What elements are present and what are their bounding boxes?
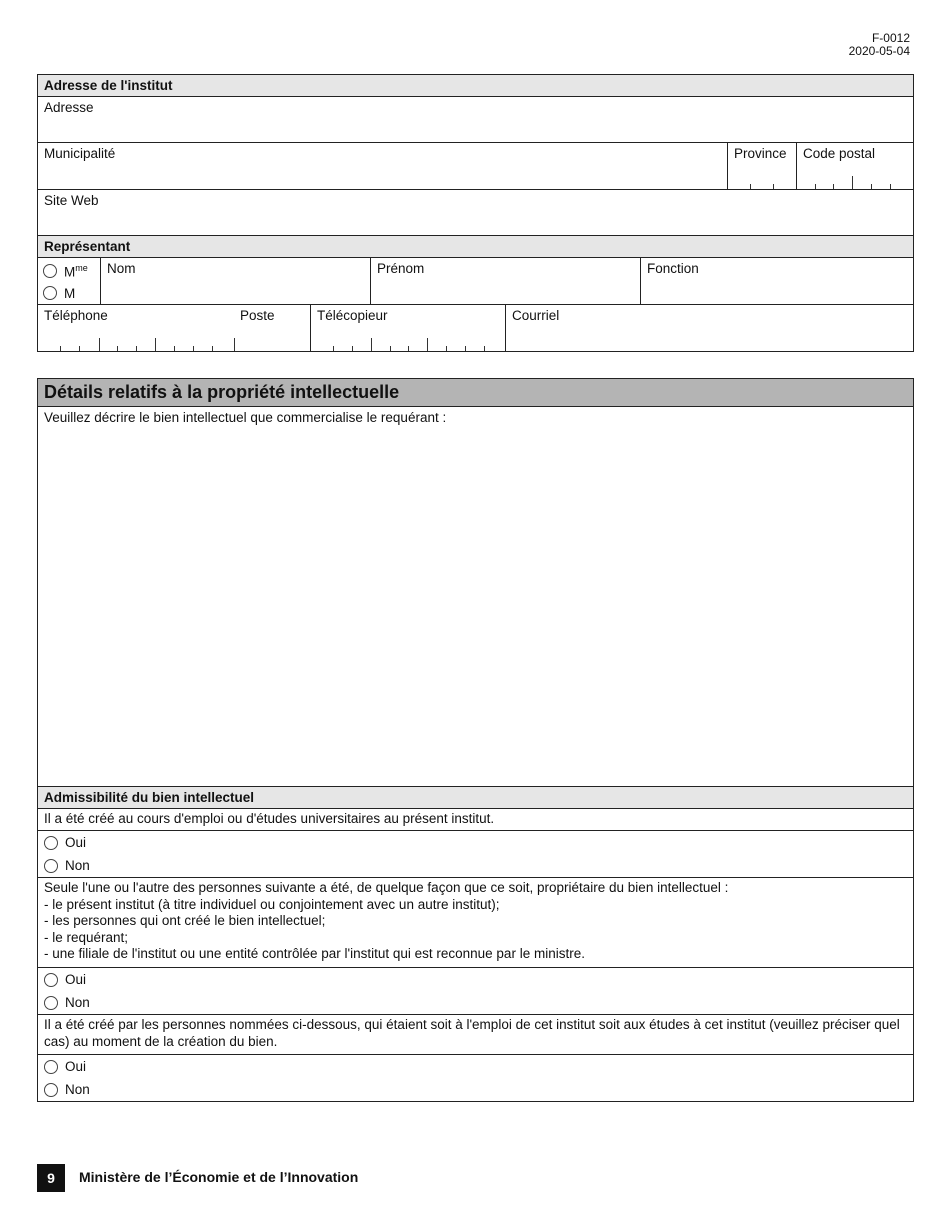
q1-no-label: Non (65, 858, 90, 873)
municipality-label: Municipalité (44, 146, 116, 161)
q3-no-label: Non (65, 1082, 90, 1097)
email-label: Courriel (512, 308, 560, 323)
page-number: 9 (37, 1164, 65, 1192)
q2-line: - une filiale de l'institut ou une entité contrôlée par l'institut qui est reconnue par le ministre. (44, 946, 585, 962)
ministry-name: Ministère de l’Économie et de l’Innovation (79, 1169, 359, 1185)
ip-description-field[interactable] (38, 407, 913, 786)
q3-no-radio[interactable] (44, 1083, 58, 1097)
name-field[interactable] (101, 258, 371, 304)
municipality-field[interactable] (38, 143, 728, 189)
q2-no-label: Non (65, 995, 90, 1010)
eligibility-q3: Il a été créé par les personnes nommées ci-dessous, qui étaient soit à l'emploi de cet institut soit aux études à cet institut (veuillez préciser quel cas) au moment de la création du bien. (44, 1017, 900, 1049)
website-label: Site Web (44, 193, 99, 208)
title-mr-label: M (64, 285, 76, 301)
q1-no-radio[interactable] (44, 859, 58, 873)
phone-field[interactable] (38, 305, 311, 351)
eligibility-header: Admissibilité du bien intellectuel (38, 787, 913, 809)
radio-mr[interactable] (43, 286, 57, 300)
province-label: Province (734, 146, 787, 161)
ip-details-section (37, 378, 914, 1102)
q2-yes-label: Oui (65, 972, 87, 987)
function-label: Fonction (647, 261, 699, 276)
q1-options (38, 831, 913, 878)
fax-field[interactable] (311, 305, 506, 351)
title-selector (38, 258, 101, 304)
q2-line: - les personnes qui ont créé le bien intellectuel; (44, 913, 326, 929)
ip-description-label: Veuillez décrire le bien intellectuel que commercialise le requérant : (44, 410, 447, 425)
address-field[interactable] (38, 97, 913, 142)
name-label: Nom (107, 261, 136, 276)
q2-line: - le requérant; (44, 929, 129, 945)
fax-label: Télécopieur (317, 308, 388, 323)
institute-address-header: Adresse de l'institut (38, 75, 913, 97)
q1-yes-label: Oui (65, 835, 87, 850)
function-field[interactable] (641, 258, 913, 304)
website-field[interactable] (38, 190, 913, 235)
form-code (849, 32, 910, 58)
title-mrs-label: $M^{me}$ (64, 262, 88, 280)
q2-line: - le présent institut (à titre individuel ou conjointement avec un autre institut); (44, 896, 500, 912)
q3-options (38, 1055, 913, 1102)
postal-code-field[interactable] (797, 143, 913, 189)
q3-yes-radio[interactable] (44, 1060, 58, 1074)
eligibility-q1: Il a été créé au cours d'emploi ou d'études universitaires au présent institut. (44, 811, 495, 826)
institute-address-section (37, 74, 914, 352)
address-label: Adresse (44, 100, 94, 115)
representative-header: Représentant (38, 236, 913, 258)
form-date: 2020-05-04 (848, 44, 910, 58)
q1-yes-radio[interactable] (44, 836, 58, 850)
first-name-field[interactable] (371, 258, 641, 304)
phone-label: Téléphone (44, 308, 108, 323)
form-number: F-0012 (871, 31, 910, 45)
first-name-label: Prénom (377, 261, 425, 276)
q2-line: Seule l'une ou l'autre des personnes suivante a été, de quelque façon que ce soit, propriétaire du bien intellectuel : (44, 880, 729, 895)
email-field[interactable] (506, 305, 913, 351)
q2-yes-radio[interactable] (44, 973, 58, 987)
radio-mrs[interactable] (43, 264, 57, 278)
q3-yes-label: Oui (65, 1059, 87, 1074)
q2-options (38, 968, 913, 1015)
eligibility-q2 (38, 878, 913, 967)
ip-details-header: Détails relatifs à la propriété intellectuelle (38, 379, 913, 407)
q2-no-radio[interactable] (44, 996, 58, 1010)
postal-code-label: Code postal (803, 146, 876, 161)
province-field[interactable] (728, 143, 797, 189)
extension-label: Poste (240, 308, 275, 323)
